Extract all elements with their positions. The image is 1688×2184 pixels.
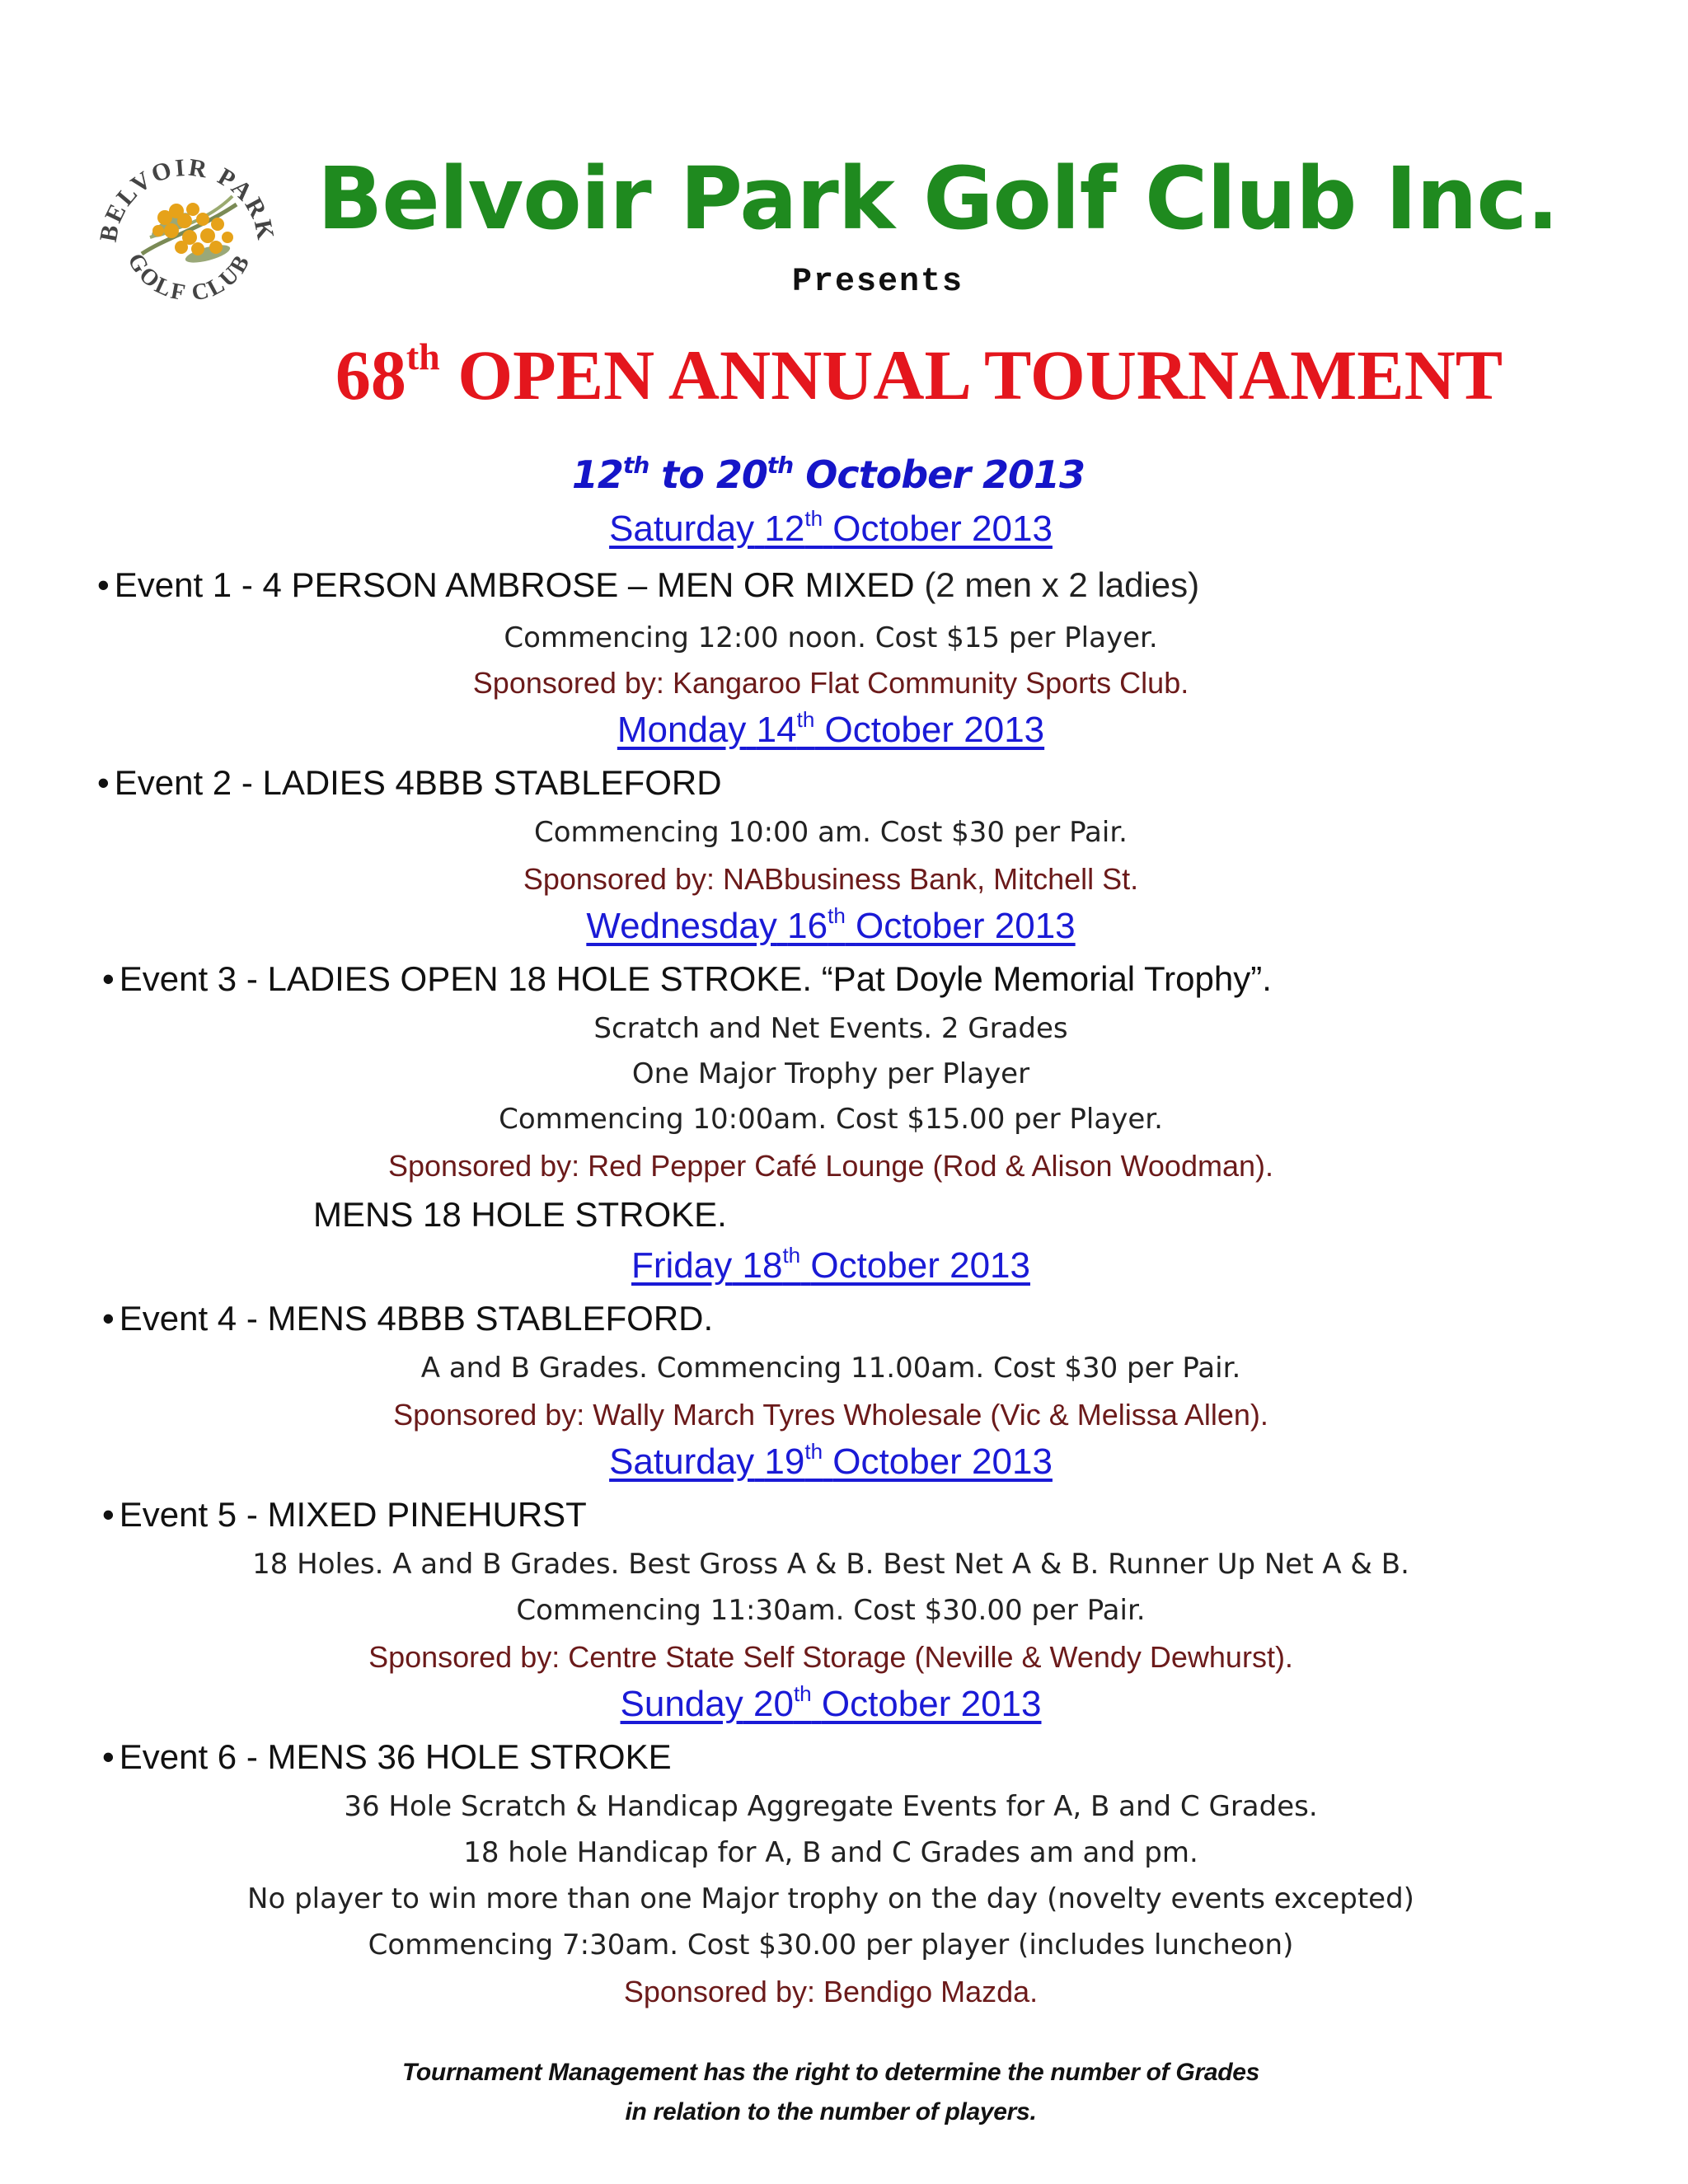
day-suffix: th [804, 1439, 823, 1464]
day-number: 20 [753, 1684, 794, 1724]
footer-note-line-2: in relation to the number of players. [625, 2098, 1037, 2125]
event-note: (2 men x 2 ladies) [924, 565, 1200, 604]
day-heading[interactable] [0, 1439, 1662, 1483]
logo-bottom-text: GOLF CLUB [122, 249, 256, 307]
day-month-year: October 2013 [832, 509, 1053, 549]
date-range-start: 12 [571, 452, 623, 497]
day-number: 14 [756, 710, 797, 750]
event-6: • Event 6 - MENS 36 HOLE STROKE [102, 1737, 672, 1776]
day-month-year: October 2013 [821, 1684, 1042, 1724]
event-sponsor: Sponsored by: NABbusiness Bank, Mitchell St. [523, 862, 1139, 896]
day-month-year: October 2013 [824, 710, 1045, 750]
date-range [0, 452, 1657, 497]
day-heading[interactable] [0, 1243, 1662, 1286]
edition-suffix: th [406, 335, 440, 377]
event-2: • Event 2 - LADIES 4BBB STABLEFORD [97, 763, 722, 802]
event-detail: Commencing 10:00am. Cost $15.00 per Player. [499, 1103, 1163, 1136]
event-detail: Commencing 12:00 noon. Cost $15 per Player. [504, 621, 1158, 654]
event-3: • Event 3 - LADIES OPEN 18 HOLE STROKE. “Pat Doyle Memorial Trophy”. [102, 959, 1272, 998]
day-suffix: th [782, 1243, 801, 1268]
event-label: Event 4 - MENS 4BBB STABLEFORD. [119, 1299, 714, 1338]
day-heading[interactable] [0, 1681, 1662, 1725]
event-detail: 18 Holes. A and B Grades. Best Gross A & B. Best Net A & B. Runner Up Net A & B. [252, 1548, 1409, 1581]
event-4: • Event 4 - MENS 4BBB STABLEFORD. [102, 1299, 714, 1338]
day-suffix: th [828, 903, 846, 928]
event-label: Event 2 - LADIES 4BBB STABLEFORD [114, 763, 722, 802]
day-number: 18 [742, 1245, 783, 1286]
event-detail: 18 hole Handicap for A, B and C Grades am and pm. [463, 1836, 1198, 1869]
tournament-title [0, 334, 1688, 416]
date-range-start-suffix: th [622, 452, 649, 479]
event-detail: Commencing 7:30am. Cost $30.00 per player (includes luncheon) [368, 1929, 1294, 1961]
event-label: Event 3 - LADIES OPEN 18 HOLE STROKE. “Pat Doyle Memorial Trophy”. [119, 959, 1272, 998]
event-1: • Event 1 - 4 PERSON AMBROSE – MEN OR MIXED (2 men x 2 ladies) [97, 565, 1200, 604]
event-sponsor: Sponsored by: Bendigo Mazda. [623, 1975, 1039, 2008]
day-weekday: Friday [631, 1245, 733, 1286]
day-weekday: Saturday [609, 509, 755, 549]
presents-label: Presents [791, 264, 964, 301]
day-weekday: Wednesday [586, 906, 777, 946]
day-number: 19 [764, 1441, 805, 1482]
event-sponsor: Sponsored by: Red Pepper Café Lounge (Rod & Alison Woodman). [388, 1149, 1273, 1183]
date-range-month: October 2013 [805, 452, 1085, 497]
logo-top-text: BELVOIR PARK [94, 153, 280, 245]
club-name: Belvoir Park Golf Club Inc. [317, 148, 1559, 249]
day-weekday: Sunday [620, 1684, 743, 1724]
day-heading[interactable] [0, 506, 1662, 550]
event-sponsor: Sponsored by: Kangaroo Flat Community Sports Club. [472, 666, 1189, 700]
day-heading[interactable] [0, 903, 1662, 947]
event-detail: No player to win more than one Major trophy on the day (novelty events excepted) [247, 1882, 1414, 1915]
day-month-year: October 2013 [856, 906, 1076, 946]
event-label: Event 5 - MIXED PINEHURST [119, 1495, 587, 1534]
footer-note-line-1: Tournament Management has the right to determine the number of Grades [402, 2059, 1259, 2086]
event-detail: Commencing 11:30am. Cost $30.00 per Pair. [516, 1594, 1146, 1627]
date-range-end: 20 [715, 452, 767, 497]
event-sponsor: Sponsored by: Centre State Self Storage (Neville & Wendy Dewhurst). [368, 1640, 1293, 1674]
event-label: Event 1 - 4 PERSON AMBROSE – MEN OR MIXED [114, 565, 915, 604]
tournament-name: OPEN ANNUAL TOURNAMENT [457, 335, 1503, 415]
event-detail: 36 Hole Scratch & Handicap Aggregate Events for A, B and C Grades. [344, 1790, 1318, 1823]
day-suffix: th [796, 707, 815, 732]
day-weekday: Saturday [609, 1441, 755, 1482]
event-5: • Event 5 - MIXED PINEHURST [102, 1495, 587, 1534]
day-weekday: Monday [617, 710, 747, 750]
edition-number: 68 [335, 335, 406, 415]
event-detail: One Major Trophy per Player [631, 1057, 1030, 1090]
event-label: Event 6 - MENS 36 HOLE STROKE [119, 1737, 672, 1776]
day-number: 16 [787, 906, 828, 946]
event-detail: A and B Grades. Commencing 11.00am. Cost $30 per Pair. [420, 1352, 1241, 1385]
event-sponsor: Sponsored by: Wally March Tyres Wholesale (Vic & Melissa Allen). [393, 1398, 1268, 1432]
date-range-to: to [661, 452, 704, 497]
day-number: 12 [764, 509, 805, 549]
day-heading[interactable] [0, 707, 1662, 751]
event-detail: Commencing 10:00 am. Cost $30 per Pair. [534, 816, 1128, 849]
day-month-year: October 2013 [832, 1441, 1053, 1482]
day-suffix: th [793, 1681, 812, 1706]
day-month-year: October 2013 [810, 1245, 1030, 1286]
date-range-end-suffix: th [767, 452, 794, 479]
day-suffix: th [804, 506, 823, 531]
sub-event: MENS 18 HOLE STROKE. [313, 1195, 727, 1234]
event-detail: Scratch and Net Events. 2 Grades [593, 1012, 1068, 1045]
